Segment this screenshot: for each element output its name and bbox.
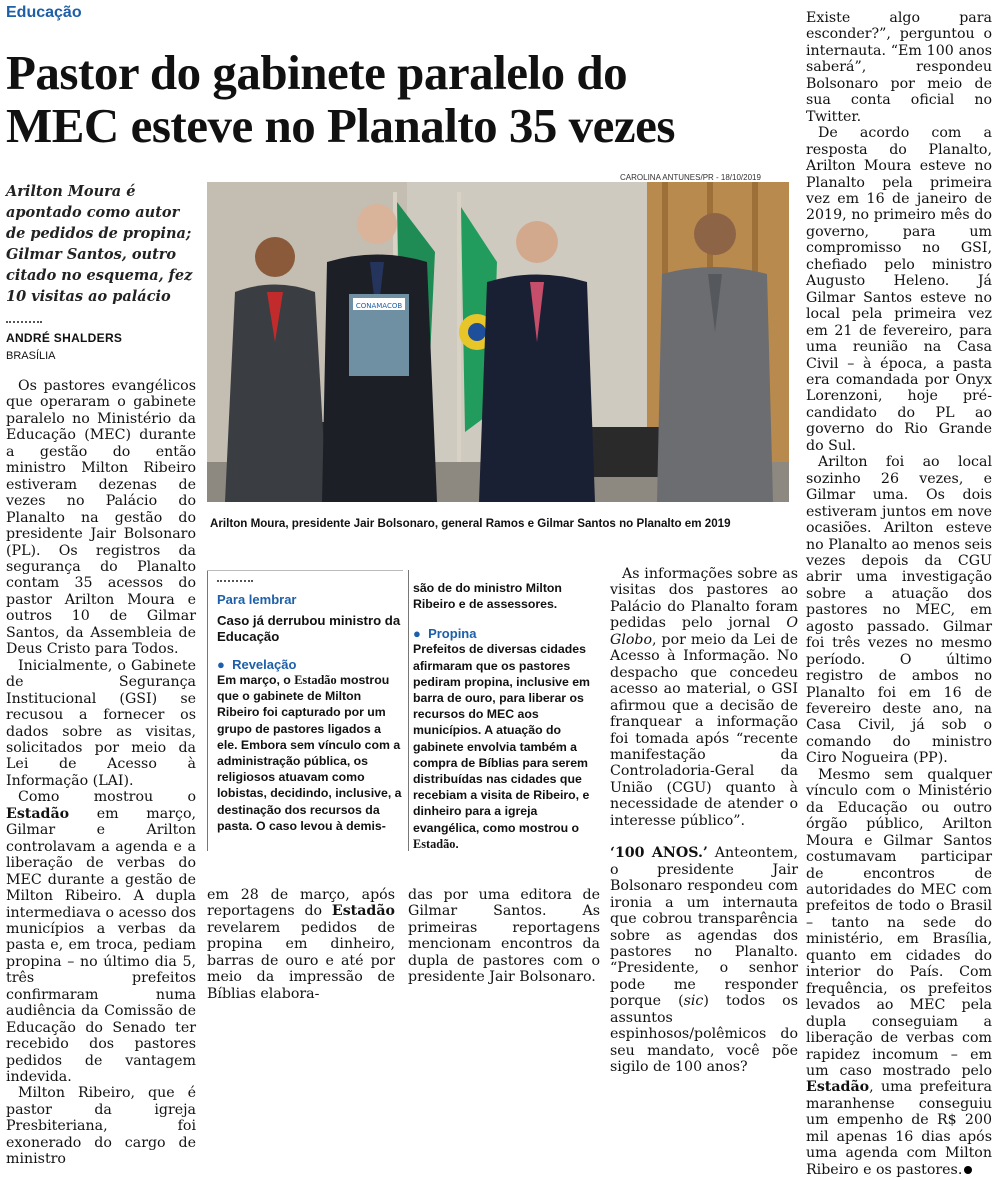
paragraph: Como mostrou o Estadão em março, Gilmar e Arilton controlavam a agenda e a liberação de verbas do MEC durante a gestão de Milton Ribeiro. A dupla intermediava o acesso dos municípios a verbas da pasta e, em troca, pediam propina – no último dia 5, três prefeitos confirmaram numa audiência da Comissão de Educação do Senado ter recebido dos pastores pedidos de vantagem indevida. bbox=[6, 789, 196, 1086]
paragraph: Arilton foi ao local sozinho 26 vezes, e Gilmar uma. Os dois estiveram juntos em nove ocasiões. Arilton esteve no Planalto ao menos seis vezes depois da CGU abrir uma investigação sobre a atuação dos pastores no MEC, em agosto passado. Gilmar foi três vezes no mesmo período. O último registro de ambos no Planalto foi em 16 de fevereiro deste ano, na Casa Civil, já sob o comando do ministro Ciro Nogueira (PP). bbox=[806, 454, 992, 767]
photo-illustration bbox=[207, 182, 789, 502]
box-bullet-title: ● Revelação bbox=[217, 657, 297, 672]
box-heading: Para lembrar bbox=[217, 592, 297, 607]
headline bbox=[6, 46, 796, 152]
headline-line-2: MEC esteve no Planalto 35 vezes bbox=[6, 98, 675, 153]
author-byline: ANDRÉ SHALDERS bbox=[6, 331, 123, 345]
subhead-lead-in: ‘100 ANOS.’ bbox=[610, 845, 708, 862]
article-column-5 bbox=[806, 10, 992, 1178]
paragraph: Mesmo sem qualquer vínculo com o Ministério da Educação ou outro órgão público, Arilton Moura e Gilmar Santos costumavam participar de encontros de autoridades do MEC com prefeitos de todo o Brasil – tanto na sede do ministério, em Brasília, quanto em cidades do interior do País. Com frequência, os prefeitos levados ao MEC pela dupla conseguiam a liberação de verbas com rapidez incomum – em um caso mostrado pelo Estadão, uma prefeitura maranhense conseguiu um empenho de R$ 200 mil apenas 16 dias após uma agenda com Milton Ribeiro e os pastores. bbox=[806, 766, 992, 1178]
photo-credit: CAROLINA ANTUNES/PR - 18/10/2019 bbox=[620, 173, 761, 182]
paragraph: Existe algo para esconder?”, perguntou o internauta. “Em 100 anos saberá”, respondeu Bolsonaro por meio de sua conta oficial no Twitter. bbox=[806, 10, 992, 125]
article-column-3 bbox=[408, 887, 600, 986]
article-column-4 bbox=[610, 566, 798, 1076]
section-label: Educação bbox=[6, 4, 82, 21]
paragraph: Milton Ribeiro, que é pastor da igreja Presbiteriana, foi exonerado do cargo de ministro bbox=[6, 1085, 196, 1168]
sidebar-box bbox=[207, 570, 609, 851]
byline-divider bbox=[6, 321, 42, 323]
box-bullet-text-continued: são de do ministro Milton Ribeiro e de assessores. bbox=[413, 581, 562, 612]
paragraph: das por uma editora de Gilmar Santos. As primeiras reportagens mencionam encontros da dupla de pastores com o presidente Jair Bolsonaro. bbox=[408, 887, 600, 986]
box-col-2 bbox=[413, 580, 605, 852]
dateline-place: BRASÍLIA bbox=[6, 350, 56, 362]
box-bullet-title: ● Propina bbox=[413, 626, 477, 642]
article-column-1 bbox=[6, 378, 196, 1168]
box-bullet-text: Em março, o Estadão mostrou que o gabinete de Milton Ribeiro foi capturado por um grupo de pastores ligados a ele. Embora sem vínculo com a administração pública, os religiosos atuavam como lobistas, decidindo, inclusive, a destinação dos recursos da pasta. O caso levou à demis- bbox=[217, 673, 402, 833]
headline-line-1: Pastor do gabinete paralelo do bbox=[6, 45, 628, 100]
news-photo bbox=[207, 182, 789, 502]
paragraph: De acordo com a resposta do Planalto, Arilton Moura esteve no Planalto pela primeira vez em 16 de janeiro de 2019, no primeiro mês do governo, para um compromisso no GSI, chefiado pelo ministro Augusto Heleno. Já Gilmar Santos esteve no local pela primeira vez em 21 de fevereiro, para uma reunião na Casa Civil – à época, a pasta era comandada por Onyx Lorenzoni, hoje pré-candidato do PL ao governo do Rio Grande do Sul. bbox=[806, 125, 992, 454]
paragraph: As informações sobre as visitas dos pastores ao Palácio do Planalto foram pedidas pelo jornal O Globo, por meio da Lei de Acesso à Informação. No despacho que concedeu acesso ao material, o GSI afirmou que a decisão de franquear a informação foi tomada após “recente manifestação da Controladoria-Geral da União (CGU) quanto à necessidade de atender o interesse público”. bbox=[610, 566, 798, 829]
paragraph: em 28 de março, após reportagens do Estadão revelarem pedidos de propina em dinheiro, barras de ouro e até por meio da impressão de Bíblias elabora- bbox=[207, 887, 395, 1002]
article-column-2 bbox=[207, 887, 395, 1002]
box-subheading: Caso já derrubou ministro da Educação bbox=[217, 613, 401, 644]
box-bullet-text: Prefeitos de diversas cidades afirmaram que os pastores pediram propina, inclusive em barra de ouro, para liberar os recursos do MEC aos municípios. A atuação do gabinete envolvia também a compra de Bíblias para serem distribuídas nas cidades que recebiam a visita de Ribeiro, e dinheiro para a igreja evangélica, como mostrou o Estadão. bbox=[413, 642, 590, 851]
paragraph: Os pastores evangélicos que operaram o gabinete paralelo no Ministério da Educação (MEC) durante a gestão do então ministro Milton Ribeiro estiveram dezenas de vezes no Palácio do Planalto na gestão do presidente Jair Bolsonaro (PL). Os registros da segurança do Planalto contam 35 acessos do pastor Arilton Moura e outros 10 de Gilmar Santos, da Assembleia de Deus Cristo para Todos. bbox=[6, 378, 196, 658]
newspaper-name: Estadão bbox=[331, 903, 395, 920]
paragraph: Inicialmente, o Gabinete de Segurança Institucional (GSI) se recusou a fornecer os dados sobre as visitas, solicitados por meio da Lei de Acesso à Informação (LAI). bbox=[6, 657, 196, 789]
deck: Arilton Moura é apontado como autor de pedidos de propina; Gilmar Santos, outro citado no esquema, fez 10 visitas ao palácio bbox=[6, 183, 193, 305]
newspaper-name: Estadão bbox=[6, 805, 70, 822]
photo-caption: Arilton Moura, presidente Jair Bolsonaro, general Ramos e Gilmar Santos no Planalto em 2019 bbox=[210, 517, 731, 530]
box-col-1 bbox=[217, 592, 402, 834]
book-title: CONAMACOB bbox=[355, 302, 403, 310]
end-mark-icon bbox=[964, 1166, 972, 1174]
paragraph: ‘100 ANOS.’ Anteontem, o presidente Jair Bolsonaro respondeu com ironia a um internauta que cobrou transparência sobre as agendas dos pastores no Planalto. “Presidente, o senhor pode me responder porque (sic) todos os assuntos espinhosos/polêmicos do seu mandato, você põe sigilo de 100 anos? bbox=[610, 845, 798, 1076]
newspaper-name: Estadão bbox=[806, 1079, 870, 1096]
